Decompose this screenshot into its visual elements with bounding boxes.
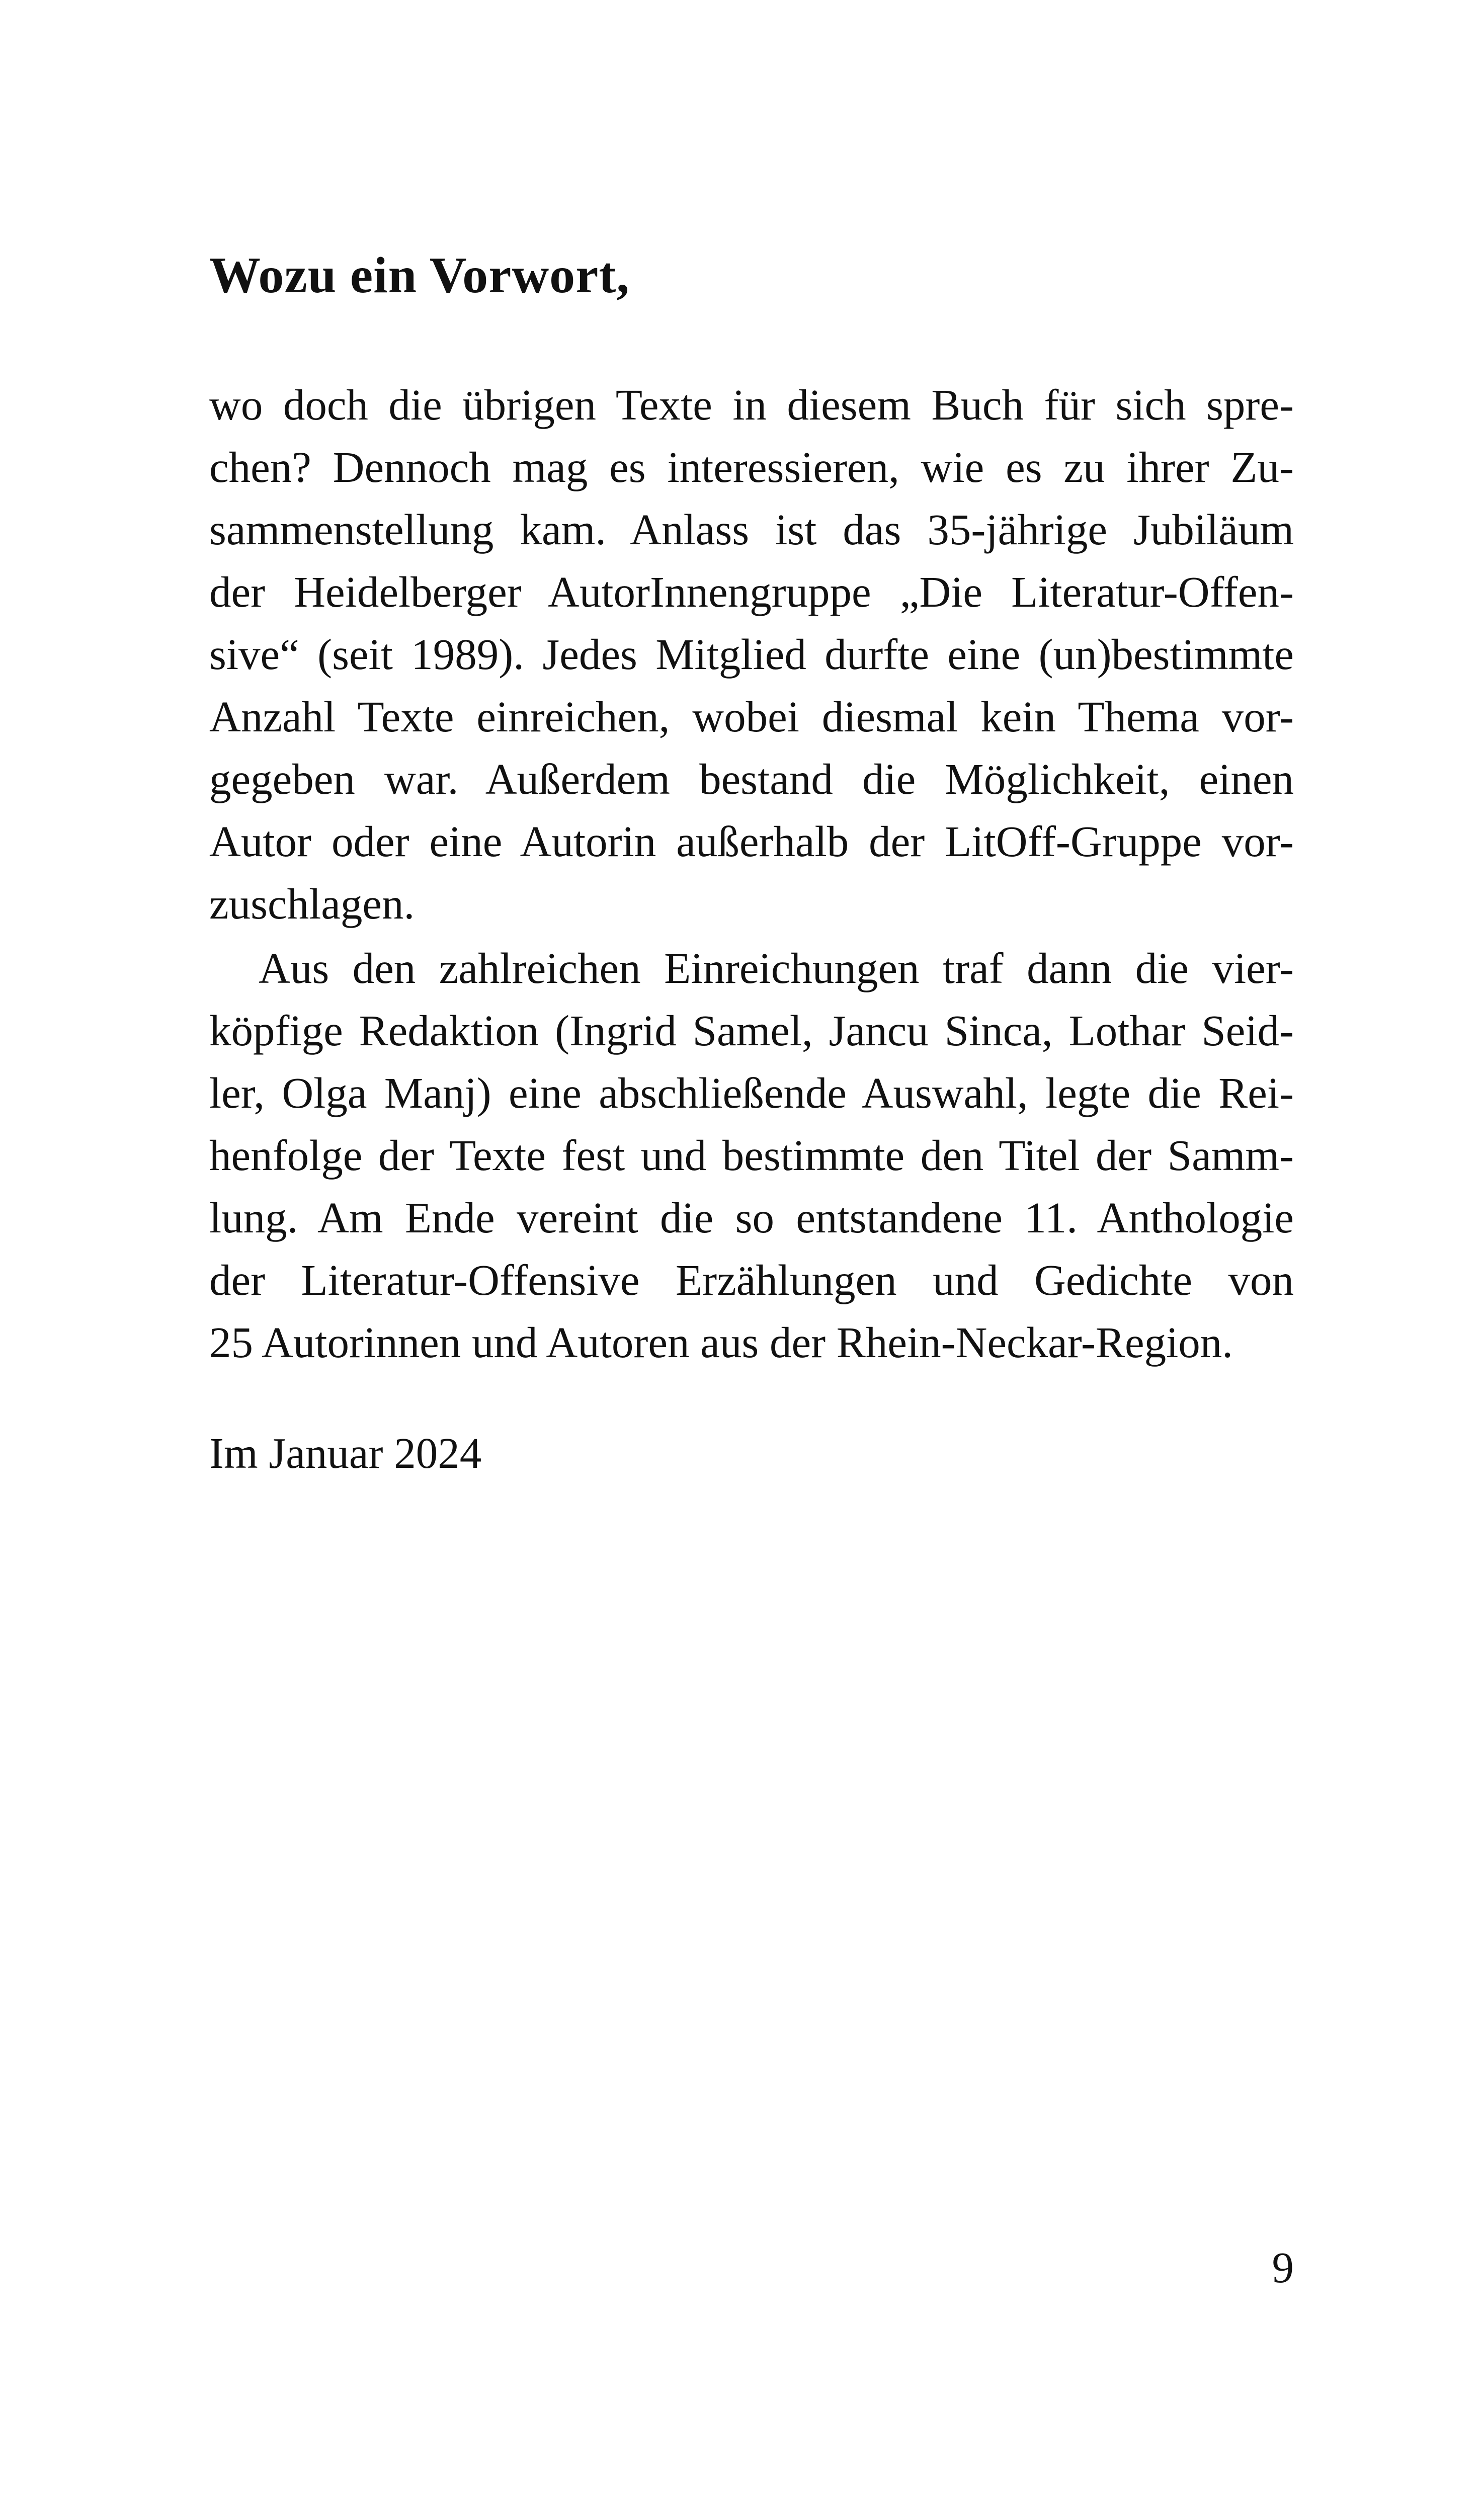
foreword-body — [209, 374, 1294, 1374]
text-line: 25 Autorinnen und Autoren aus der Rhein-Neckar-Region. — [209, 1318, 1233, 1367]
date-line: Im Januar 2024 — [209, 1429, 482, 1477]
text-line: köpfige Redaktion (Ingrid Samel, Jancu Sinca, Lothar Seid- — [209, 1006, 1294, 1055]
text-line: lung. Am Ende vereint die so entstandene 11. Anthologie — [209, 1193, 1294, 1242]
text-line: sammenstellung kam. Anlass ist das 35-jährige Jubiläum — [209, 505, 1294, 554]
text-line: Autor oder eine Autorin außerhalb der LitOff-Gruppe vor- — [209, 817, 1294, 866]
page-number: 9 — [1272, 2243, 1294, 2292]
text-line: ler, Olga Manj) eine abschließende Auswahl, legte die Rei- — [209, 1068, 1294, 1117]
text-line: henfolge der Texte fest und bestimmte den Titel der Samm- — [209, 1131, 1294, 1180]
paragraph-1 — [209, 374, 1294, 935]
text-line: der Literatur-Offensive Erzählungen und Gedichte von — [209, 1256, 1294, 1304]
text-line: zuschlagen. — [209, 879, 415, 928]
text-line: chen? Dennoch mag es interessieren, wie es zu ihrer Zu- — [209, 443, 1294, 491]
text-line: der Heidelberger AutorInnengruppe „Die Literatur-Offen- — [209, 567, 1294, 616]
paragraph-2 — [209, 937, 1294, 1374]
text-line: wo doch die übrigen Texte in diesem Buch für sich spre- — [209, 380, 1294, 429]
text-line: Anzahl Texte einreichen, wobei diesmal kein Thema vor- — [209, 692, 1294, 741]
text-line: Aus den zahlreichen Einreichungen traf dann die vier- — [259, 944, 1294, 992]
text-line: sive“ (seit 1989). Jedes Mitglied durfte eine (un)bestimmte — [209, 630, 1294, 679]
text-line: gegeben war. Außerdem bestand die Möglichkeit, einen — [209, 755, 1294, 803]
page-heading: Wozu ein Vorwort, — [209, 247, 630, 304]
